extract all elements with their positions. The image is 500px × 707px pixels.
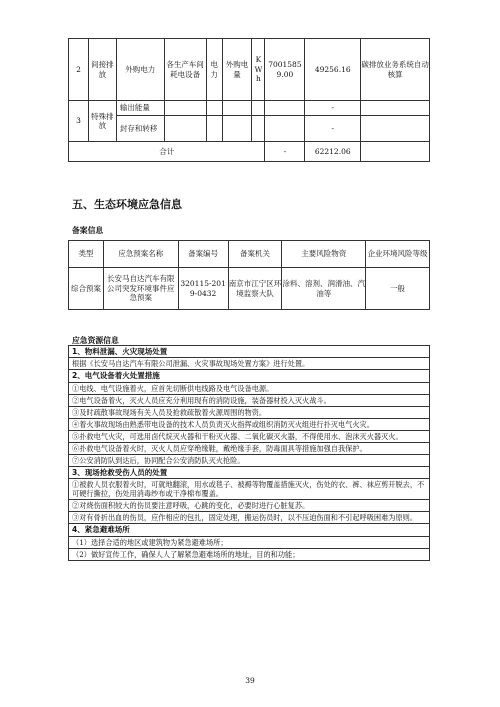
emergency-heading: 1、物料泄漏、火灾现场处置 [69,346,430,358]
emission-amount: - [305,116,361,142]
header-filing-number: 备案编号 [178,241,228,268]
section-title: 五、生态环境应急信息 [72,198,182,211]
emission-category: 特殊排放 [88,101,116,142]
emergency-line: 根据《长安马自达汽车有限公司泄漏、火灾事故现场处置方案》进行处置。 [69,358,430,370]
header-type: 类型 [69,241,104,268]
emergency-line: ⑤扑救电气火灾，可选用卤代烷灭火器和干粉灭火器、二氧化碳灭火器，不得使用水、泡沫灭火器灭火。 [69,430,430,442]
table-header-row [69,241,430,268]
emergency-heading: 3、现场抢救受伤人员的处置 [69,466,430,478]
emergency-line: （2）做好宣传工作，确保人人了解紧急避难场所的地址，目的和功能； [69,548,430,560]
table-row [69,116,430,142]
quantity: 70015859.00 [265,39,305,101]
emission-type: 输出能量 [116,101,164,116]
cell-type: 综合预案 [69,268,104,310]
emergency-table [68,345,430,561]
emission-amount: - [305,101,361,116]
emergency-line: ④着火事故现场由熟悉带电设备的技术人员负责灭火指挥或组织消防灭火组进行扑灭电气火灾。 [69,418,430,430]
emission-type: 封存和转移 [116,116,164,142]
emergency-heading: 4、紧急避难场所 [69,524,430,536]
emission-source: 各生产车间耗电设备 [164,39,206,101]
cell-risk-level: 一般 [366,268,430,310]
total-value: 62212.06 [305,142,361,162]
emergency-line: ①被救人员衣服着火时，可就地翻滚，用水或毯子、被褥等物覆盖措施灭火，伤处的衣、裤、袜应剪开脱去，不可硬行撕拉，伤处用消毒纱布或干净棉布覆盖。 [69,479,430,500]
table-row [69,268,430,310]
emissions-table [68,38,430,162]
emergency-line: ⑦公安消防队到达后，协同配合公安消防队灭火抢险。 [69,454,430,466]
total-label: 合计 [69,142,265,162]
header-filing-authority: 备案机关 [228,241,282,268]
emergency-line: （1）选择合适的地区或建筑物为紧急避难场所； [69,536,430,548]
header-plan-name: 应急预案名称 [103,241,178,268]
header-risk-materials: 主要风险物资 [282,241,366,268]
header-risk-level: 企业环境风险等级 [366,241,430,268]
activity-data: 外购电量 [222,39,252,101]
total-dash: - [265,142,305,162]
filing-table [68,240,430,310]
resources-title: 应急资源信息 [72,336,119,345]
calc-method: 碳排放业务系统自动核算 [361,39,430,101]
emergency-heading: 2、电气设备着火处置措施 [69,370,430,382]
emergency-line: ①电线、电气设施着火，应首先切断供电线路及电气设备电源。 [69,382,430,394]
cell-risk-materials: 涂料、溶剂、润滑油、汽油等 [282,268,366,310]
emergency-line: ②电气设备着火，灭火人员应充分利用现有的消防设施，装备器材投入灭火战斗。 [69,394,430,406]
row-number: 2 [69,39,89,101]
emission-category: 间接排放 [88,39,116,101]
page-number: 39 [245,676,255,685]
cell-plan-name: 长安马自达汽车有限公司突发环境事件应急预案 [103,268,178,310]
cell-filing-authority: 南京市江宁区环境监察大队 [228,268,282,310]
emergency-line: ②对烧伤面积较大的伤员要注意呼吸，心跳的变化，必要时进行心脏复苏。 [69,500,430,512]
table-row [69,39,430,101]
row-number: 3 [69,101,89,142]
total-row [69,142,430,162]
emission-type: 外购电力 [116,39,164,101]
filing-title: 备案信息 [72,226,104,235]
unit: KWh [252,39,265,101]
emergency-line: ③及时疏散事故现场有关人员及抢救疏散着火源周围的物资。 [69,406,430,418]
emergency-line: ③对有骨折出血的伤员，应作相应的包扎，固定处理，搬运伤员时，以不压迫伤面和不引起呼吸困难为原则。 [69,512,430,524]
table-row [69,101,430,116]
cell-filing-number: 320115-2019-0432 [178,268,228,310]
energy-medium: 电力 [206,39,222,101]
emission-amount: 49256.16 [305,39,361,101]
emergency-line: ⑥扑救电气设备着火时，灭火人员应穿绝缘鞋，戴绝缘手套，防毒面具等措施加强自我保护。 [69,442,430,454]
